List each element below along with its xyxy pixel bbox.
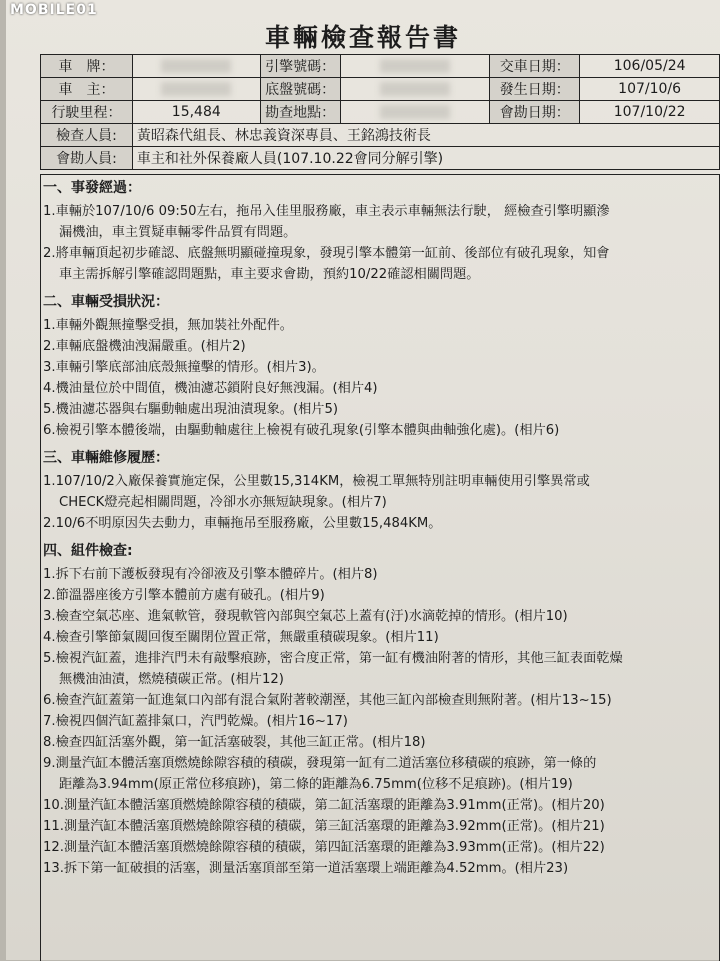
location-value [340,101,490,124]
item-text: 2.10/6不明原因失去動力，車輛拖吊至服務廠，公里數15,484KM。 [43,516,442,531]
list-item [43,837,715,858]
car-plate-value [132,55,260,78]
chassis-no-label: 底盤號碼： [260,78,340,101]
survey-date-value: 107/10/22 [580,101,720,124]
list-item [43,420,715,441]
list-item [43,732,715,753]
report-body [40,174,720,961]
location-label: 勘查地點： [260,101,340,124]
item-text: 4.檢查引擎節氣閥回復至關閉位置正常，無嚴重積碳現象。(相片11) [43,630,439,645]
owner-label: 車 主： [41,78,133,101]
section-title: 一、事發經過： [43,180,141,196]
item-text: 2.節溫器座後方引擎本體前方處有破孔。(相片9) [43,588,325,603]
report-paper [6,0,720,960]
item-text: 1.車輛於107/10/6 09:50左右，拖吊入佳里服務廠，車主表示車輛無法行駛， 經檢查引擎明顯滲 [43,204,610,219]
item-continuation: 距離為3.94mm(原正常位移痕跡)，第二條的距離為6.75mm(位移不足痕跡)。(相片19) [59,777,573,792]
item-text: 3.車輛引擎底部油底殼無撞擊的情形。(相片3)。 [43,360,325,375]
attendees-value: 車主和社外保養廠人員(107.10.22會同分解引擎) [132,147,719,170]
occur-date-label: 發生日期： [490,78,580,101]
info-table [40,54,720,170]
item-text: 2.將車輛頂起初步確認、底盤無明顯碰撞現象，發現引擎本體第一缸前、後部位有破孔現象，知會 [43,246,610,261]
list-item [43,471,715,513]
list-item [43,585,715,606]
item-continuation: 無機油油漬，燃燒積碳正常。(相片12) [59,672,284,687]
list-item [43,795,715,816]
chassis-no-value [340,78,490,101]
item-text: 12.測量汽缸本體活塞頂燃燒餘隙容積的積碳，第四缸活塞環的距離為3.93mm(正常)。(相片22) [43,840,605,855]
mileage-label: 行駛里程： [41,101,133,124]
car-plate-label: 車 牌： [41,55,133,78]
item-text: 8.檢查四缸活塞外觀，第一缸活塞破裂，其他三缸正常。(相片18) [43,735,426,750]
occur-date-value: 107/10/6 [580,78,720,101]
item-text: 1.車輛外觀無撞擊受損，無加裝社外配件。 [43,318,293,333]
item-text: 7.檢視四個汽缸蓋排氣口，汽門乾燥。(相片16~17) [43,714,348,729]
list-item [43,357,715,378]
item-continuation: 漏機油，車主質疑車輛零件品質有問題。 [59,225,297,240]
list-item [43,243,715,285]
item-text: 13.拆下第一缸破損的活塞，測量活塞頂部至第一道活塞環上端距離為4.52mm。(相片23) [43,861,569,876]
item-text: 11.測量汽缸本體活塞頂燃燒餘隙容積的積碳，第三缸活塞環的距離為3.92mm(正常)。(相片21) [43,819,605,834]
report-section [41,540,719,883]
inspectors-value: 黃昭森代組長、林忠義資深專員、王銘鴻技術長 [132,124,719,147]
item-text: 2.車輛底盤機油洩漏嚴重。(相片2) [43,339,246,354]
item-continuation: 車主需拆解引擎確認問題點，車主要求會勘，預約10/22確認相關問題。 [59,267,480,282]
attendees-label: 會勘人員: [41,147,133,170]
list-item [43,711,715,732]
item-text: 9.測量汽缸本體活塞頂燃燒餘隙容積的積碳，發現第一缸有二道活塞位移積碳的痕跡，第一條的 [43,756,597,771]
section-title: 三、車輛維修履歷： [43,450,169,466]
list-item [43,606,715,627]
list-item [43,690,715,711]
list-item [43,336,715,357]
item-text: 5.機油濾芯器與右驅動軸處出現油漬現象。(相片5) [43,402,339,417]
report-title: 車輛檢查報告書 [264,23,461,52]
list-item [43,753,715,795]
engine-no-value [340,55,490,78]
report-section [41,291,719,445]
item-text: 6.檢查汽缸蓋第一缸進氣口內部有混合氣附著較潮溼，其他三缸內部檢查則無附著。(相片13~15) [43,693,612,708]
delivery-date-value: 106/05/24 [580,55,720,78]
section-title: 四、組件檢查: [43,543,133,559]
list-item [43,858,715,879]
item-text: 1.107/10/2入廠保養實施定保，公里數15,314KM，檢視工單無特別註明車輛使用引擎異常或 [43,474,590,489]
item-text: 5.檢視汽缸蓋，進排汽門未有敲擊痕跡，密合度正常，第一缸有機油附著的情形，其他三缸表面乾燥 [43,651,623,666]
item-text: 6.檢視引擎本體後端，由驅動軸處往上檢視有破孔現象(引擎本體與曲軸強化處)。(相片6) [43,423,560,438]
list-item [43,378,715,399]
list-item [43,648,715,690]
list-item [43,201,715,243]
delivery-date-label: 交車日期： [490,55,580,78]
survey-date-label: 會勘日期： [490,101,580,124]
watermark-logo: MOBILE01 [10,2,98,18]
list-item [43,513,715,534]
list-item [43,315,715,336]
list-item [43,816,715,837]
list-item [43,564,715,585]
inspectors-label: 檢查人員: [41,124,133,147]
item-text: 10.測量汽缸本體活塞頂燃燒餘隙容積的積碳，第二缸活塞環的距離為3.91mm(正常)。(相片20) [43,798,605,813]
item-text: 3.檢查空氣芯座、進氣軟管，發現軟管內部與空氣芯上蓋有(汙)水滴乾掉的情形。(相片10) [43,609,568,624]
item-text: 4.機油量位於中間值，機油濾芯鎖附良好無洩漏。(相片4) [43,381,378,396]
item-text: 1.拆下右前下護板發現有冷卻液及引擎本體碎片。(相片8) [43,567,378,582]
item-continuation: CHECK燈亮起相關問題，冷卻水亦無短缺現象。(相片7) [59,495,387,510]
section-title: 二、車輛受損狀況： [43,294,169,310]
report-section [41,177,719,289]
list-item [43,627,715,648]
engine-no-label: 引擎號碼： [260,55,340,78]
report-section [41,447,719,538]
mileage-value: 15,484 [132,101,260,124]
owner-value [132,78,260,101]
list-item [43,399,715,420]
